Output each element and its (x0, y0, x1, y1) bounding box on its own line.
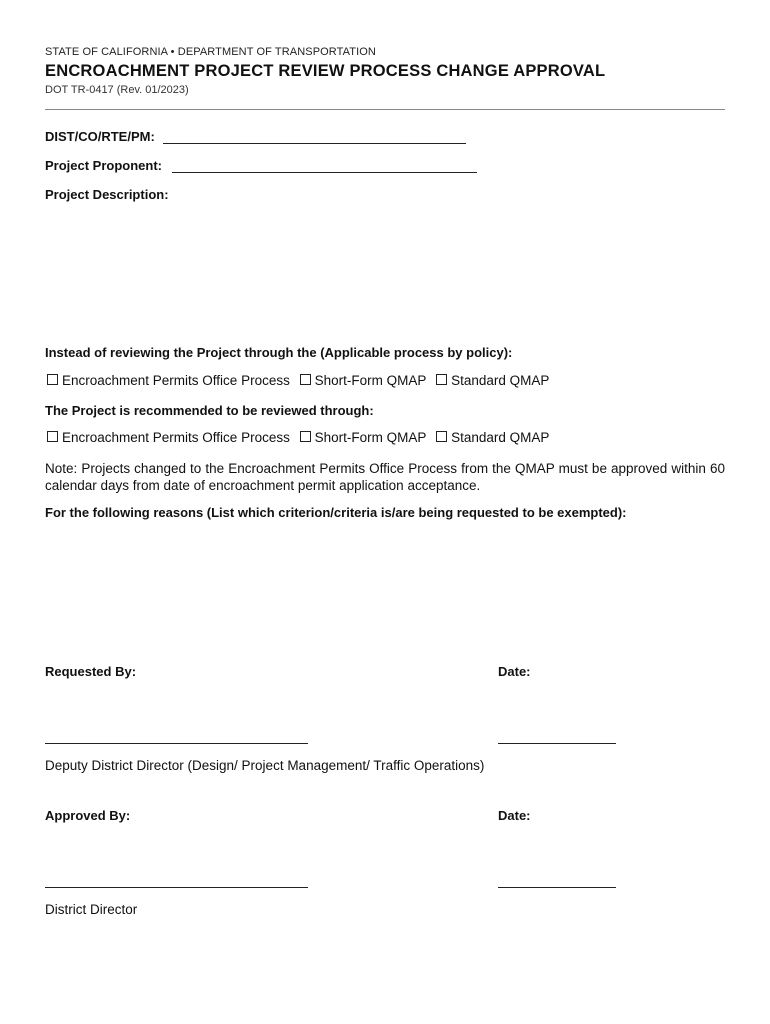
requested-date-label: Date: (498, 664, 531, 679)
option-label: Encroachment Permits Office Process (62, 430, 290, 445)
option-label: Standard QMAP (451, 373, 550, 388)
recommended-heading: The Project is recommended to be reviewed through: (45, 403, 374, 418)
requested-signer-title: Deputy District Director (Design/ Project Management/ Traffic Operations) (45, 758, 485, 773)
option-label: Short-Form QMAP (314, 430, 427, 445)
recommended-options (47, 430, 555, 445)
description-label: Project Description: (45, 187, 169, 202)
instead-option-standard[interactable] (436, 373, 549, 388)
approved-date-label: Date: (498, 808, 531, 823)
dist-field[interactable] (163, 143, 466, 144)
checkbox[interactable] (436, 374, 447, 385)
option-label: Encroachment Permits Office Process (62, 373, 290, 388)
checkbox[interactable] (47, 374, 58, 385)
reasons-heading: For the following reasons (List which criterion/criteria is/are being requested to be exempted): (45, 505, 627, 520)
requested-signature-line[interactable] (45, 743, 308, 744)
instead-heading: Instead of reviewing the Project through the (Applicable process by policy): (45, 345, 513, 360)
instead-option-epo[interactable] (47, 373, 290, 388)
header-divider (45, 109, 725, 110)
option-label: Standard QMAP (451, 430, 550, 445)
recommended-option-short-form[interactable] (300, 430, 427, 445)
reasons-area[interactable] (45, 525, 725, 650)
proponent-label: Project Proponent: (45, 158, 163, 173)
requested-by-label: Requested By: (45, 664, 137, 679)
recommended-option-standard[interactable] (436, 430, 549, 445)
checkbox[interactable] (300, 374, 311, 385)
recommended-option-epo[interactable] (47, 430, 290, 445)
checkbox[interactable] (300, 431, 311, 442)
approved-date-line[interactable] (498, 887, 616, 888)
requested-date-line[interactable] (498, 743, 616, 744)
approved-signature-line[interactable] (45, 887, 308, 888)
form-number: DOT TR-0417 (Rev. 01/2023) (45, 84, 189, 96)
instead-options (47, 373, 555, 388)
dist-label: DIST/CO/RTE/PM: (45, 129, 155, 144)
note-text: Note: Projects changed to the Encroachment Permits Office Process from the QMAP must be approved within 60 calendar days from date of encroachment permit application acceptance. (45, 461, 725, 493)
approved-signer-title: District Director (45, 902, 138, 917)
agency-line: STATE OF CALIFORNIA • DEPARTMENT OF TRANSPORTATION (45, 46, 376, 58)
proponent-field[interactable] (172, 172, 477, 173)
approved-by-label: Approved By: (45, 808, 131, 823)
instead-option-short-form[interactable] (300, 373, 427, 388)
checkbox[interactable] (47, 431, 58, 442)
description-area[interactable] (45, 206, 725, 336)
option-label: Short-Form QMAP (314, 373, 427, 388)
form-title: ENCROACHMENT PROJECT REVIEW PROCESS CHANGE APPROVAL (45, 62, 606, 80)
checkbox[interactable] (436, 431, 447, 442)
